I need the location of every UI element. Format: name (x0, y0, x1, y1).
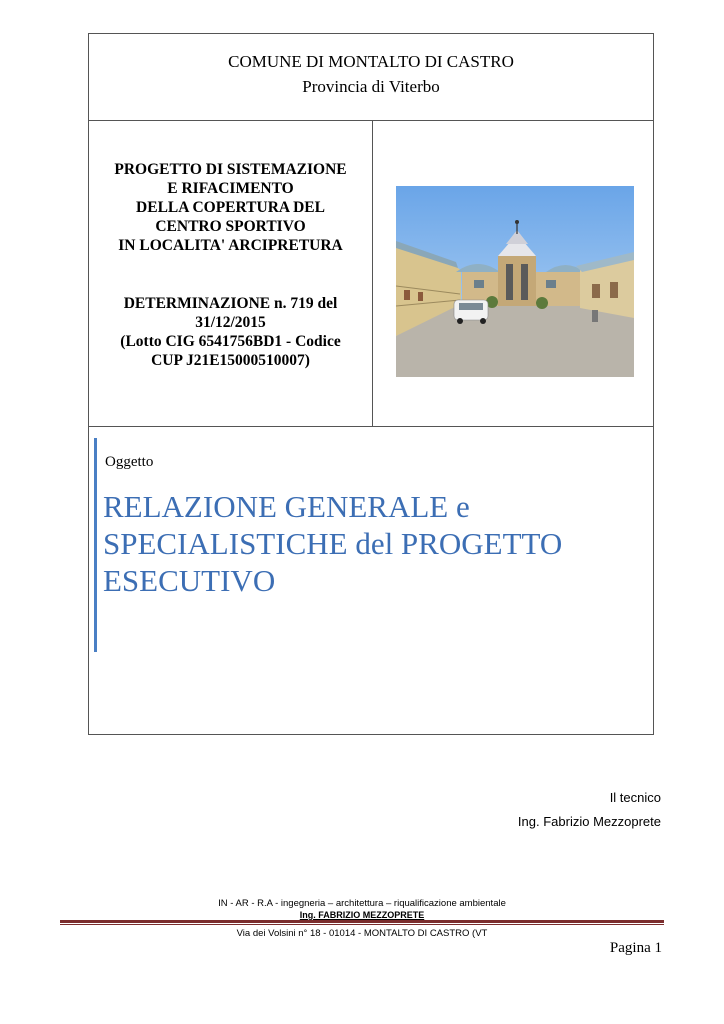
subject-label: Oggetto (105, 454, 154, 470)
determination-line: 31/12/2015 (195, 314, 266, 331)
document-title (103, 488, 643, 599)
technician-block (518, 786, 661, 834)
province-name: Provincia di Viterbo (302, 77, 440, 96)
cover-frame (88, 33, 654, 735)
sports-center-photo (396, 186, 634, 377)
project-line: PROGETTO DI SISTEMAZIONE (114, 161, 347, 178)
photo-illustration (396, 186, 634, 377)
project-section (89, 120, 653, 427)
project-line: IN LOCALITA' ARCIPRETURA (118, 237, 343, 254)
footer-rule-thin (60, 924, 664, 925)
determination (89, 294, 372, 370)
municipality-header (89, 34, 653, 121)
municipality-name: COMUNE DI MONTALTO DI CASTRO (228, 52, 514, 71)
project-line: CENTRO SPORTIVO (155, 218, 306, 235)
determination-line: DETERMINAZIONE n. 719 del (123, 295, 338, 312)
footer-rule-thick (60, 920, 664, 923)
project-line: DELLA COPERTURA DEL (136, 199, 325, 216)
determination-line: CUP J21E15000510007) (151, 352, 310, 369)
footer-engineer: Ing. FABRIZIO MEZZOPRETE (299, 910, 425, 920)
project-line: E RIFACIMENTO (167, 180, 294, 197)
project-title (89, 160, 372, 255)
footer-company: IN - AR - R.A - ingegneria – architettura – riqualificazione ambientale (218, 898, 506, 909)
title-line: SPECIALISTICHE del PROGETTO (103, 526, 563, 561)
footer-address: Via dei Volsini n° 18 - 01014 - MONTALTO DI CASTRO (VT (236, 928, 488, 939)
determination-line: (Lotto CIG 6541756BD1 - Codice (120, 333, 341, 350)
title-line: RELAZIONE GENERALE e (103, 489, 470, 524)
technician-role: Il tecnico (609, 790, 661, 805)
page-number: Pagina 1 (609, 940, 662, 956)
subject-section (89, 426, 653, 736)
project-description (89, 120, 373, 426)
title-line: ESECUTIVO (103, 563, 276, 598)
accent-bar (94, 438, 97, 652)
technician-name: Ing. Fabrizio Mezzoprete (517, 814, 661, 829)
